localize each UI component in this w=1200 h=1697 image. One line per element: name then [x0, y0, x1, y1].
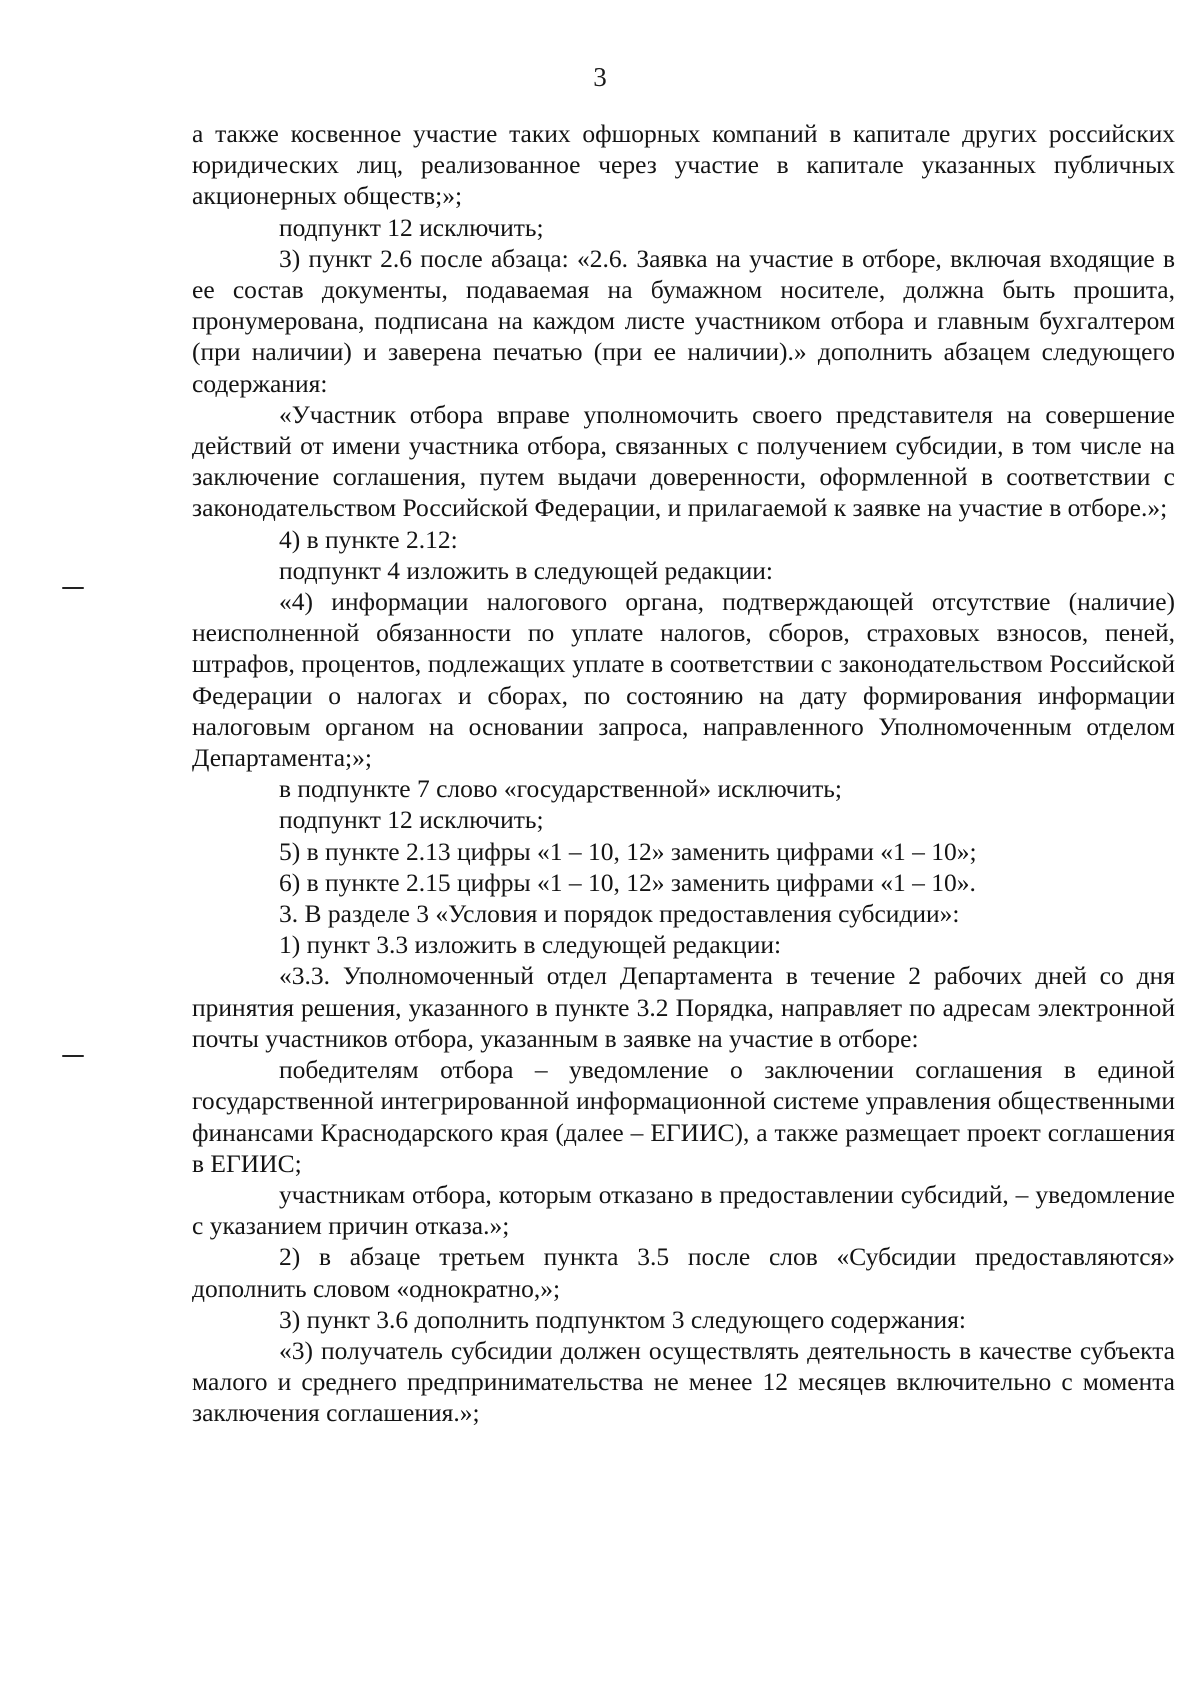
paragraph: «3) получатель субсидии должен осуществлять деятельность в качестве субъекта малого и среднего предпринимательства не менее 12 месяцев включительно с момента заключения соглашения.»;	[192, 1335, 1175, 1428]
paragraph: в подпункте 7 слово «государственной» исключить;	[279, 774, 842, 804]
margin-mark	[62, 587, 84, 589]
paragraph: подпункт 4 изложить в следующей редакции:	[279, 555, 773, 585]
page-number: 3	[593, 62, 607, 92]
paragraph: 1) пункт 3.3 изложить в следующей редакции:	[279, 930, 782, 960]
paragraph: победителям отбора – уведомление о заключении соглашения в единой государственной интегрированной информационной системе управления общественными финансами Краснодарского края (далее – ЕГИИС), а также размещает проект соглашения в ЕГИИС;	[192, 1055, 1175, 1178]
paragraph: 4) в пункте 2.12:	[279, 524, 458, 554]
paragraph: 3) пункт 3.6 дополнить подпунктом 3 следующего содержания:	[279, 1304, 966, 1334]
paragraph: «4) информации налогового органа, подтверждающей отсутствие (наличие) неисполненной обязанности по уплате налогов, сборов, страховых взносов, пеней, штрафов, процентов, подлежащих уплате в соответствии с законодательством Российской Федерации о налогах и сборах, по состоянию на дату формирования информации налоговым органом на основании запроса, направленного Уполномоченным отделом Департамента;»;	[192, 587, 1175, 773]
paragraph: подпункт 12 исключить;	[279, 805, 544, 835]
paragraph: 3. В разделе 3 «Условия и порядок предоставления субсидии»:	[279, 899, 960, 929]
paragraph: подпункт 12 исключить;	[279, 212, 544, 242]
paragraph: 2) в абзаце третьем пункта 3.5 после слов «Субсидии предоставляются» дополнить словом «однократно,»;	[192, 1242, 1175, 1303]
paragraph: участникам отбора, которым отказано в предоставлении субсидий, – уведомление с указанием причин отказа.»;	[192, 1179, 1175, 1241]
margin-mark	[62, 1055, 84, 1057]
paragraph: 3) пункт 2.6 после абзаца: «2.6. Заявка на участие в отборе, включая входящие в ее состав документы, подаваемая на бумажном носителе, должна быть прошита, пронумерована, подписана на каждом листе участником отбора и главным бухгалтером (при наличии) и заверена печатью (при ее наличии).» дополнить абзацем следующего содержания:	[192, 243, 1175, 398]
paragraph: а также косвенное участие таких офшорных компаний в капитале других российских юридических лиц, реализованное через участие в капитале указанных публичных акционерных обществ;»;	[192, 119, 1175, 211]
paragraph: «3.3. Уполномоченный отдел Департамента в течение 2 рабочих дней со дня принятия решения, указанного в пункте 3.2 Порядка, направляет по адресам электронной почты участников отбора, указанным в заявке на участие в отборе:	[192, 961, 1175, 1053]
paragraph: 6) в пункте 2.15 цифры «1 – 10, 12» заменить цифрами «1 – 10».	[279, 867, 976, 897]
paragraph: «Участник отбора вправе уполномочить своего представителя на совершение действий от имени участника отбора, связанных с получением субсидии, в том числе на заключение соглашения, путем выдачи доверенности, оформленной в соответствии с законодательством Российской Федерации, и прилагаемой к заявке на участие в отборе.»;	[192, 399, 1175, 523]
paragraph: 5) в пункте 2.13 цифры «1 – 10, 12» заменить цифрами «1 – 10»;	[279, 836, 977, 866]
document-body	[192, 118, 1175, 1429]
